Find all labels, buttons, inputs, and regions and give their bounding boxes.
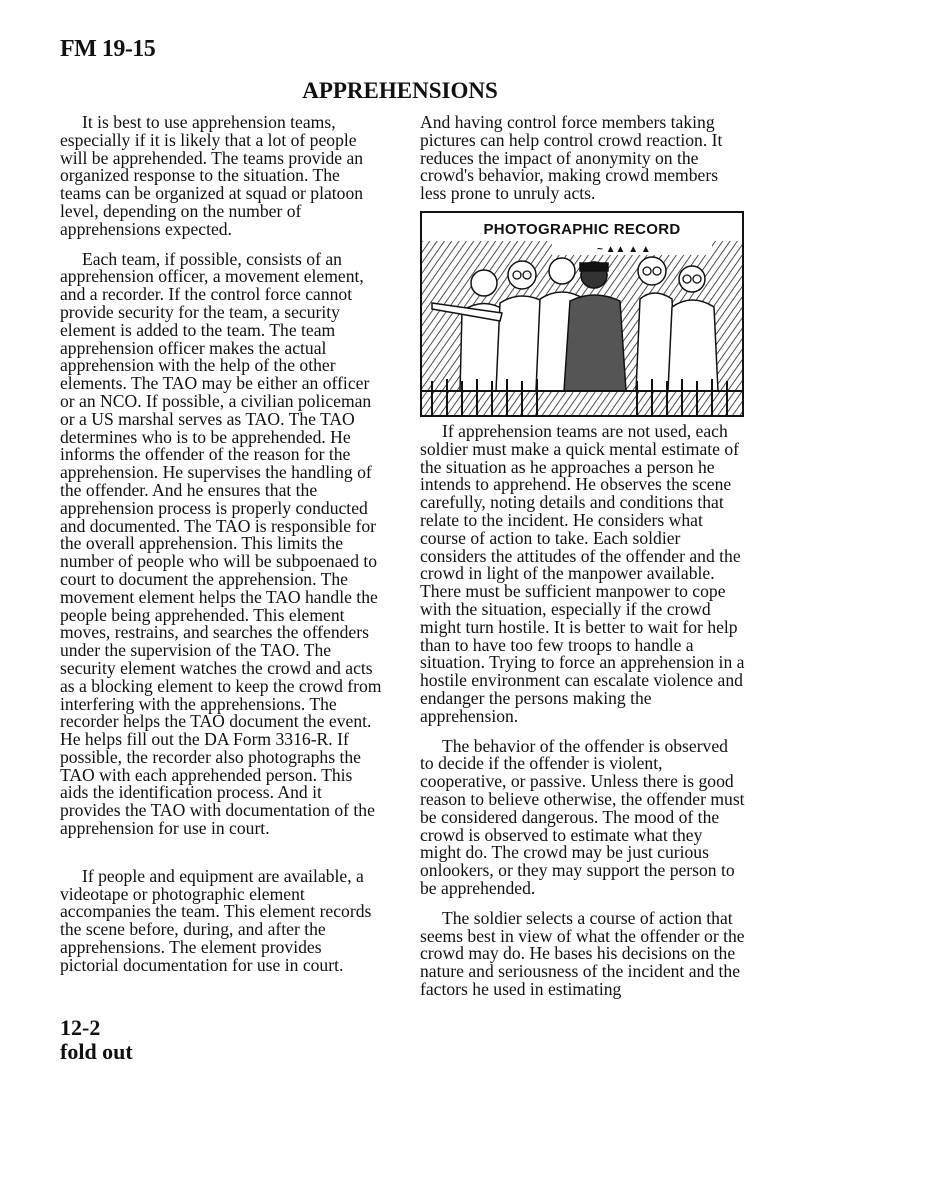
- crowd-photo-illustration: [422, 241, 742, 415]
- svg-text:~ ▲▲ ▲ ▲: ~ ▲▲ ▲ ▲: [597, 243, 651, 255]
- page-footer: [60, 1016, 133, 1064]
- manual-id-header: FM 19-15: [60, 36, 156, 62]
- paragraph-mental-estimate: If apprehension teams are not used, each soldier must make a quick mental estimate of the situation as he approaches a person he intends to apprehend. He observes the scene carefully, noting details and conditions that relate to the incident. He considers what course of action to take. Each soldier considers the attitudes of the offender and the crowd in light of the manpower available. There must be sufficient manpower to cope with the situation, especially if the crowd might turn hostile. It is better to wait for help than to have too few troops to handle a situation. Trying to force an apprehension in a hostile environment can escalate violence and endanger the persons making the apprehension.: [420, 420, 745, 726]
- photographic-record-figure: [420, 211, 744, 417]
- paragraph-teams-intro: It is best to use apprehension teams, especially if it is likely that a lot of people will be apprehended. The teams provide an organized response to the situation. The teams can be organized at squad or platoon level, depending on the number of apprehensions expected.: [60, 112, 364, 239]
- paragraph-team-composition: Each team, if possible, consists of an apprehension officer, a movement element, and a recorder. If the control force cannot provide security for the team, a security element is added to the team. The team apprehension officer makes the actual apprehension with the help of the other elements. The TAO may be either an officer or an NCO. If possible, a civilian policeman or a US marshal serves as TAO. The TAO determines who is to be apprehended. He informs the offender of the reason for the apprehension. He supervises the handling of the offender. And he ensures that the apprehension process is properly conducted and documented. The TAO is responsible for the overall apprehension. This limits the number of people who will be subpoenaed to court to document the apprehension. The movement element helps the TAO handle the people being apprehended. This element moves, restrains, and searches the offenders under the supervision of the TAO. The security element watches the crowd and acts as a blocking element to keep the crowd from interfering with the apprehensions. The recorder helps the TAO document the event. He helps fill out the DA Form 3316-R. If possible, the recorder also photographs the TAO with each apprehended person. This aids the identification process. And it provides the TAO with documentation of the apprehension for use in court.: [60, 248, 382, 839]
- figure-caption: PHOTOGRAPHIC RECORD: [483, 220, 681, 238]
- page-number: 12-2: [60, 1015, 101, 1040]
- paragraph-control-pictures: And having control force members taking pictures can help control crowd reaction. It reduces the impact of anonymity on the crowd's behavior, making crowd members less prone to unruly acts.: [420, 112, 723, 204]
- paragraph-offender-behavior: The behavior of the offender is observed to decide if the offender is violent, cooperative, or passive. Unless there is good reason to believe otherwise, the offender must be considered dangerous. The mood of the crowd is observed to estimate what they might do. The crowd may be just curious onlookers, or they may support the person to be apprehended.: [420, 735, 745, 898]
- paragraph-photographic-element: If people and equipment are available, a videotape or photographic element accompanies the team. This element records the scene before, during, and after the apprehensions. The element provides pictorial documentation for use in court.: [60, 865, 372, 975]
- paragraph-course-of-action: The soldier selects a course of action that seems best in view of what the offender or the crowd may do. He bases his decisions on the nature and seriousness of the incident and the factors he used in estimating: [420, 907, 745, 999]
- page-title: APPREHENSIONS: [302, 78, 498, 103]
- left-column: [60, 114, 382, 975]
- right-column: [420, 114, 746, 999]
- fold-out-note: fold out: [60, 1039, 133, 1064]
